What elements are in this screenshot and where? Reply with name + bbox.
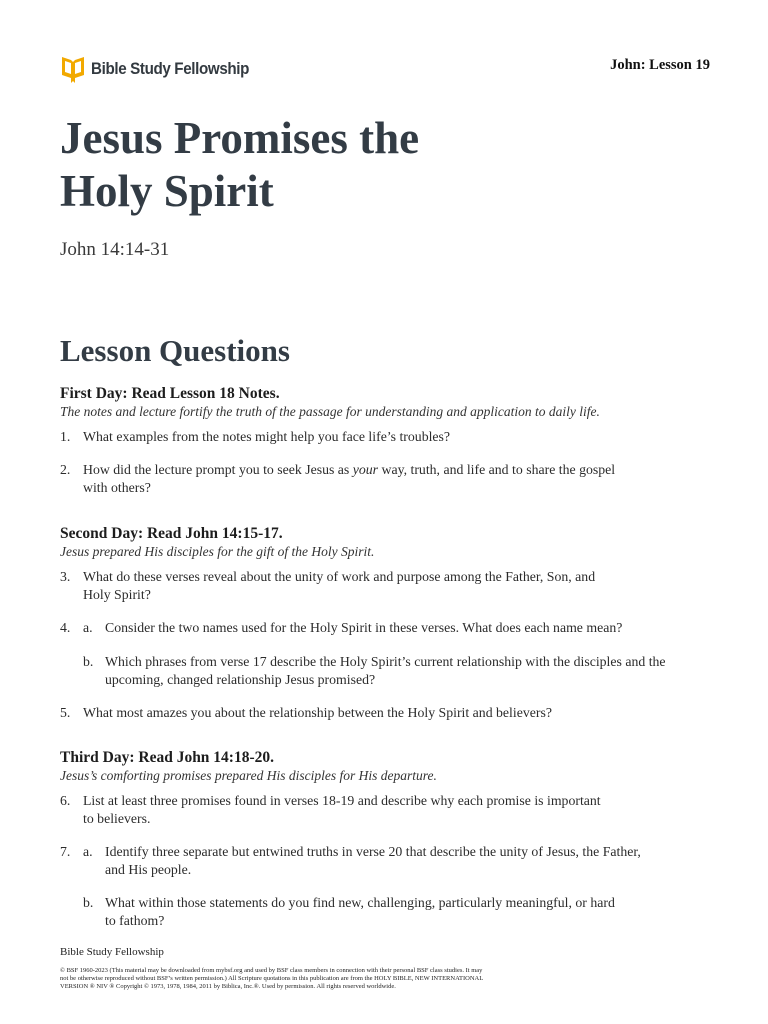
day-3-heading: Third Day: Read John 14:18-20.	[60, 749, 275, 766]
day-1-subtitle: The notes and lecture fortify the truth of the passage for understanding and application to daily life.	[60, 404, 600, 419]
question-4a-text: Consider the two names used for the Holy Spirit in these verses. What does each name mean?	[105, 620, 623, 635]
open-book-icon	[60, 54, 86, 84]
day-3-subtitle: Jesus’s comforting promises prepared His disciples for His departure.	[60, 768, 437, 783]
sub-question-letter: a.	[83, 620, 93, 635]
question-text-part: What do these verses reveal about the unity of work and purpose among the Father, Son, and	[83, 569, 596, 584]
question-6-text	[83, 792, 643, 828]
sub-question-letter: b.	[83, 654, 94, 669]
title-line-1: Jesus Promises the	[60, 113, 420, 163]
org-name: Bible Study Fellowship	[91, 59, 250, 78]
footer-copyright	[60, 967, 560, 991]
day-1-heading: First Day: Read Lesson 18 Notes.	[60, 385, 280, 402]
bsf-logo	[60, 54, 263, 84]
question-1-text: What examples from the notes might help you face life’s troubles?	[83, 429, 451, 444]
question-text-part: way, truth, and life and to share the gospel	[378, 462, 616, 477]
sub-question-letter: a.	[83, 844, 93, 859]
question-7a-text	[105, 843, 685, 879]
sub-question-letter: b.	[83, 895, 94, 910]
copyright-line: VERSION ® NIV ® Copyright © 1973, 1978, 1984, 2011 by Biblica, Inc.®. Used by permission. All rights reserved worldwide.	[60, 983, 396, 990]
day-2-subtitle: Jesus prepared His disciples for the gift of the Holy Spirit.	[60, 544, 375, 559]
question-number: 7.	[60, 844, 71, 859]
scripture-passage: John 14:14-31	[60, 239, 170, 260]
question-7b-text	[105, 894, 685, 930]
question-5-text: What most amazes you about the relationship between the Holy Spirit and believers?	[83, 705, 552, 720]
question-2-text	[83, 461, 643, 497]
question-text-part: List at least three promises found in verses 18-19 and describe why each promise is important	[83, 793, 601, 808]
question-text-part: to believers.	[83, 811, 151, 826]
copyright-line: not be otherwise reproduced without BSF’s written permission.) All Scripture quotations in this publication are from the HOLY BIBLE, NEW INTERNATIONAL	[60, 975, 484, 982]
question-number: 5.	[60, 705, 71, 720]
footer-org-name: Bible Study Fellowship	[60, 946, 164, 958]
question-text-part: Identify three separate but entwined truths in verse 20 that describe the unity of Jesus, the Father,	[105, 844, 641, 859]
question-text-part: Which phrases from verse 17 describe the Holy Spirit’s current relationship with the disciples and the	[105, 654, 666, 669]
question-3-text	[83, 568, 643, 604]
title-line-2: Holy Spirit	[60, 166, 274, 216]
question-number: 6.	[60, 793, 71, 808]
question-text-part: Holy Spirit?	[83, 587, 151, 602]
question-number: 1.	[60, 429, 71, 444]
copyright-line: © BSF 1960-2023 (This material may be downloaded from mybsf.org and used by BSF class members in connection with their personal BSF class studies. It may	[60, 967, 483, 974]
section-heading: Lesson Questions	[60, 333, 290, 368]
question-text-part: to fathom?	[105, 913, 165, 928]
question-number: 3.	[60, 569, 71, 584]
question-number: 4.	[60, 620, 71, 635]
question-text-part: upcoming, changed relationship Jesus promised?	[105, 672, 376, 687]
question-number: 2.	[60, 462, 71, 477]
question-text-part: What within those statements do you find new, challenging, particularly meaningful, or hard	[105, 895, 615, 910]
page-title	[60, 112, 660, 218]
question-text-part: and His people.	[105, 862, 192, 877]
day-2-heading: Second Day: Read John 14:15-17.	[60, 525, 283, 542]
question-text-part: with others?	[83, 480, 151, 495]
lesson-label: John: Lesson 19	[610, 57, 710, 73]
question-4b-text	[105, 653, 685, 689]
emphasis-word: your	[352, 462, 379, 477]
question-text-part: How did the lecture prompt you to seek Jesus as	[83, 462, 353, 477]
